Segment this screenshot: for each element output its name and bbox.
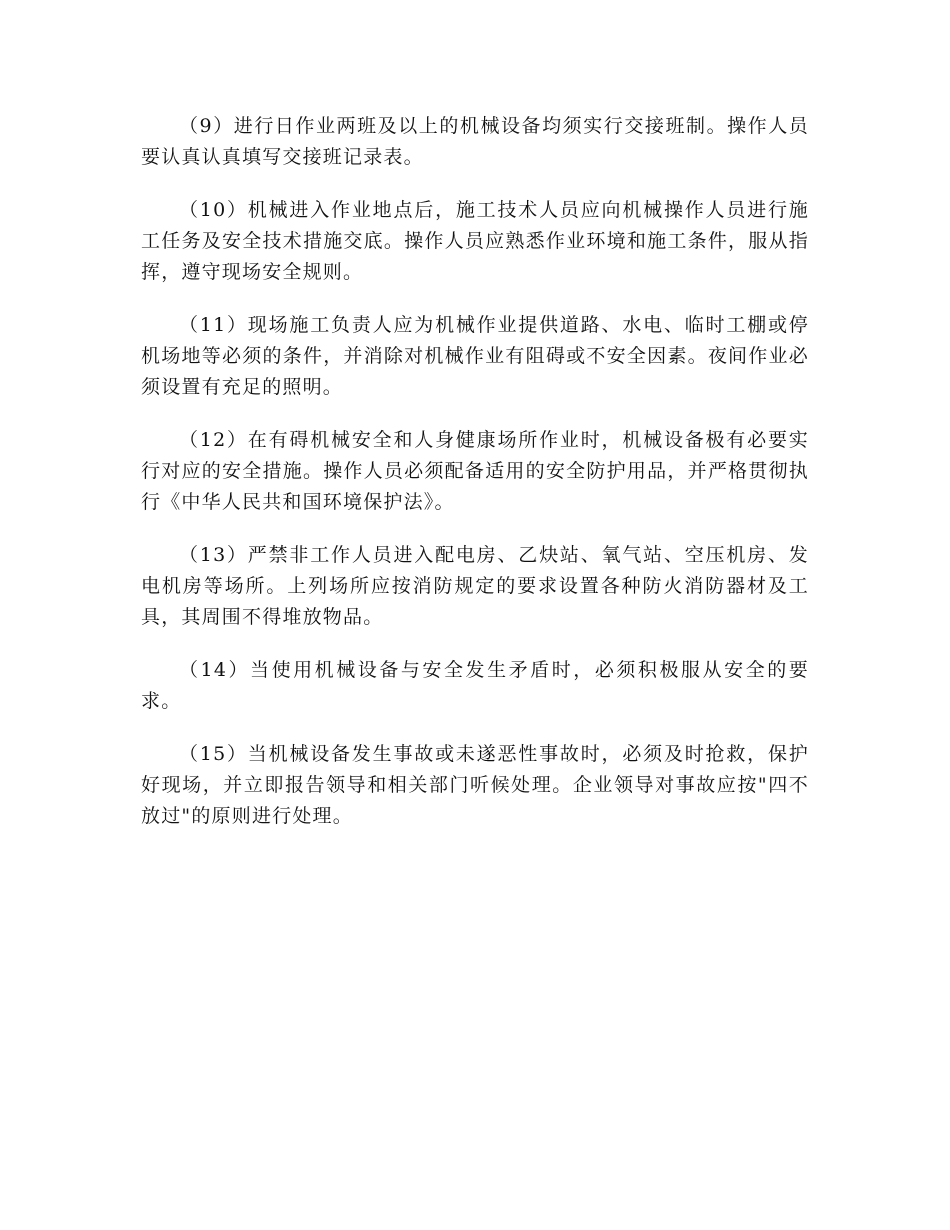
paragraph-12: （12）在有碍机械安全和人身健康场所作业时，机械设备极有必要实行对应的安全措施。操作人员必须配备适用的安全防护用品，并严格贯彻执行《中华人民共和国环境保护法》。 bbox=[141, 429, 809, 513]
document-body bbox=[141, 111, 809, 854]
paragraph-14: （14）当使用机械设备与安全发生矛盾时，必须积极服从安全的要求。 bbox=[141, 659, 809, 712]
paragraph-11: （11）现场施工负责人应为机械作业提供道路、水电、临时工棚或停机场地等必须的条件，并消除对机械作业有阻碍或不安全因素。夜间作业必须设置有充足的照明。 bbox=[141, 314, 809, 398]
paragraph-9: （9）进行日作业两班及以上的机械设备均须实行交接班制。操作人员要认真认真填写交接班记录表。 bbox=[141, 115, 809, 168]
paragraph-10: （10）机械进入作业地点后，施工技术人员应向机械操作人员进行施工任务及安全技术措施交底。操作人员应熟悉作业环境和施工条件，服从指挥，遵守现场安全规则。 bbox=[141, 199, 809, 283]
paragraph-13: （13）严禁非工作人员进入配电房、乙炔站、氧气站、空压机房、发电机房等场所。上列场所应按消防规定的要求设置各种防火消防器材及工具，其周围不得堆放物品。 bbox=[141, 544, 809, 628]
paragraph-15: （15）当机械设备发生事故或未遂恶性事故时，必须及时抢救，保护好现场，并立即报告领导和相关部门听候处理。企业领导对事故应按"四不放过"的原则进行处理。 bbox=[141, 743, 809, 827]
